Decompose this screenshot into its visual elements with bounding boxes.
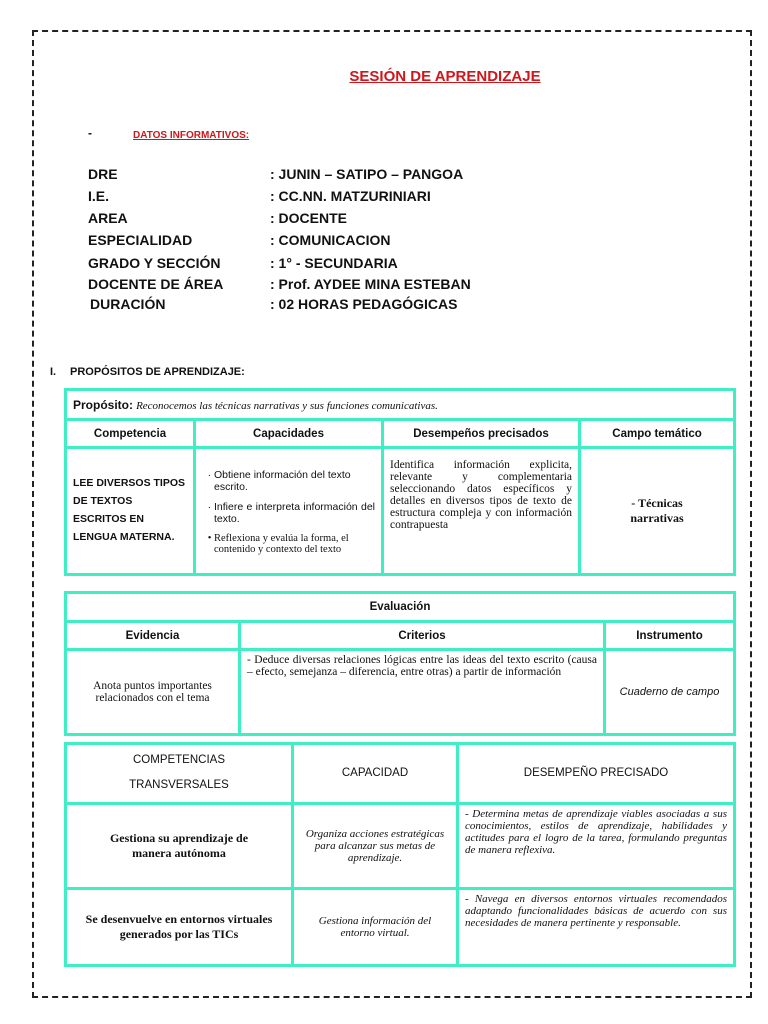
header-campo: Campo temático	[580, 420, 735, 448]
header-desempeno: DESEMPEÑO PRECISADO	[458, 744, 735, 804]
field-label: DRE	[88, 166, 118, 182]
field-value: : Prof. AYDEE MINA ESTEBAN	[270, 276, 471, 292]
header-competencia: Competencia	[66, 420, 195, 448]
field-label: GRADO Y SECCIÓN	[88, 255, 221, 271]
field-especialidad	[88, 232, 688, 248]
field-duracion	[90, 296, 690, 312]
evidencia-cell: Anota puntos importantes relacionados con el tema	[66, 650, 240, 735]
capacidad-cell: Organiza acciones estratégicas para alcanzar sus metas de aprendizaje.	[293, 803, 458, 888]
evaluacion-title: Evaluación	[66, 593, 735, 622]
field-label: I.E.	[88, 188, 110, 204]
header-line: TRANSVERSALES	[129, 779, 229, 792]
evaluacion-table	[64, 591, 736, 736]
header-competencias	[66, 744, 293, 804]
header-capacidades: Capacidades	[195, 420, 383, 448]
field-value: : JUNIN – SATIPO – PANGOA	[270, 166, 464, 182]
header-evidencia: Evidencia	[66, 622, 240, 650]
field-ie	[88, 188, 688, 204]
field-value: : CC.NN. MATZURINIARI	[270, 188, 431, 204]
desempeno-cell: Identifica información explicita, relevante y complementaria seleccionando datos específicos y detalles en diversos tipos de texto de estructura compleja y con información contrapuesta	[383, 448, 580, 575]
instrumento-cell: Cuaderno de campo	[605, 650, 735, 735]
capacidad-item: · Obtiene información del texto escrito.	[214, 469, 375, 493]
field-area	[88, 210, 688, 226]
header-desempenos: Desempeños precisados	[383, 420, 580, 448]
bullet-dash: -	[88, 126, 92, 140]
field-value: : 1° - SECUNDARIA	[270, 255, 398, 271]
section-number: I.	[50, 366, 57, 378]
field-grado	[88, 255, 688, 271]
capacidad-item: · Infiere e interpreta información del texto.	[214, 501, 375, 525]
header-line: COMPETENCIAS	[132, 754, 225, 766]
header-capacidad: CAPACIDAD	[293, 744, 458, 804]
field-label: DOCENTE DE ÁREA	[88, 276, 224, 292]
page-title: SESIÓN DE APRENDIZAJE	[349, 68, 541, 85]
proposito-cell	[66, 390, 735, 420]
field-value: : COMUNICACION	[270, 232, 391, 248]
field-value: : 02 HORAS PEDAGÓGICAS	[270, 296, 458, 312]
campo-cell: - Técnicas narrativas	[580, 448, 735, 575]
capacidad-item: • Reflexiona y evalúa la forma, el contenido y contexto del texto	[214, 533, 375, 555]
proposito-text: Reconocemos las técnicas narrativas y sus funciones comunicativas.	[136, 399, 438, 412]
field-label: AREA	[88, 210, 128, 226]
competencia-cell: LEE DIVERSOS TIPOS DE TEXTOS ESCRITOS EN LENGUA MATERNA.	[66, 448, 195, 575]
capacidad-cell: Gestiona información del entorno virtual.	[293, 888, 458, 965]
competencias-transversales-table	[64, 742, 736, 967]
field-docente	[88, 276, 688, 292]
desempeno-cell: - Navega en diversos entornos virtuales recomendados adaptando funcionalidades básicas de acuerdo con sus necesidades de manera pertinente y responsable.	[458, 888, 735, 965]
header-instrumento: Instrumento	[605, 622, 735, 650]
field-label: ESPECIALIDAD	[88, 232, 193, 248]
field-dre	[88, 166, 688, 182]
competencia-cell: Se desenvuelve en entornos virtuales generados por las TICs	[66, 888, 293, 965]
competencia-cell: Gestiona su aprendizaje de manera autónoma	[66, 803, 293, 888]
criterios-cell: - Deduce diversas relaciones lógicas entre las ideas del texto escrito (causa – efecto, semejanza – diferencia, entre otras) a partir de información	[240, 650, 605, 735]
section-title: PROPÓSITOS DE APRENDIZAJE:	[70, 366, 245, 378]
header-criterios: Criterios	[240, 622, 605, 650]
desempeno-cell: - Determina metas de aprendizaje viables asociadas a sus conocimientos, estilos de aprendizaje, habilidades y actitudes para el logro de la tarea, formulando preguntas de manera reflexiva.	[458, 803, 735, 888]
capacidades-cell	[195, 448, 383, 575]
datos-informativos-heading: DATOS INFORMATIVOS:	[133, 130, 250, 141]
proposito-label: Propósito:	[73, 397, 133, 412]
section-heading	[50, 366, 245, 378]
propositos-table	[64, 388, 736, 576]
field-label: DURACIÓN	[90, 296, 166, 312]
field-value: : DOCENTE	[270, 210, 347, 226]
